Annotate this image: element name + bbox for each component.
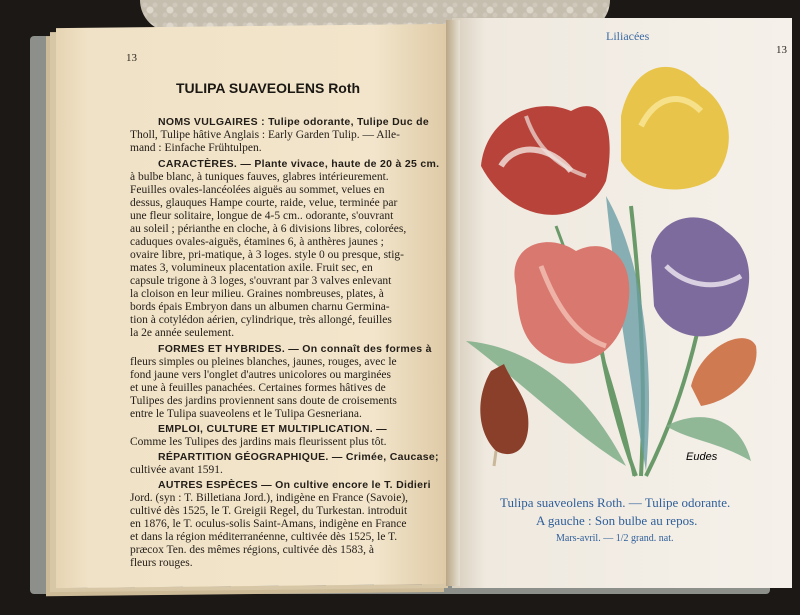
body-line: Feuilles ovales-lancéolées aiguës au sommet, velues en bbox=[130, 184, 385, 196]
tulip-yellow bbox=[621, 67, 729, 190]
body-line: caduques ovales-aiguës, étamines 6, à anthères jaunes ; bbox=[130, 236, 384, 248]
tulip-illustration bbox=[456, 56, 786, 486]
body-line: en 1876, le T. oculus-solis Saint-Amans, indigène en France bbox=[130, 518, 407, 530]
body-line: mand : Einfache Frühtulpen. bbox=[130, 142, 262, 154]
body-line: fleurs simples ou pleines blanches, jaunes, rouges, avec le bbox=[130, 356, 397, 368]
body-line: fond jaune vers l'onglet d'autres unicolores ou marginées bbox=[130, 369, 392, 381]
left-page-number: 13 bbox=[126, 52, 137, 64]
tulip-red-white bbox=[481, 106, 610, 215]
caption-line-1: Tulipa suaveolens Roth. — Tulipe odorante. bbox=[500, 495, 731, 510]
caption-line-3: Mars-avril. — 1/2 grand. nat. bbox=[556, 533, 674, 544]
caption-line-2: A gauche : Son bulbe au repos. bbox=[536, 513, 698, 528]
body-line: EMPLOI, CULTURE ET MULTIPLICATION. — bbox=[158, 423, 387, 435]
body-line: et une à feuilles panachées. Certaines formes hâtives de bbox=[130, 382, 386, 394]
body-line: à bulbe blanc, à tuniques fauves, glabres intérieurement. bbox=[130, 171, 389, 183]
right-page-number: 13 bbox=[776, 44, 787, 56]
body-line: præcox Ten. des mêmes régions, cultivée dès 1583, à bbox=[130, 544, 374, 556]
body-line: Jord. (syn : T. Billetiana Jord.), indigène en France (Savoie), bbox=[130, 492, 409, 504]
body-line: la cloison en leur milieu. Graines nombreuses, plates, à bbox=[130, 288, 384, 300]
bulb-roots bbox=[494, 451, 496, 466]
body-line: CARACTÈRES. — Plante vivace, haute de 20 à 25 cm. bbox=[158, 158, 440, 170]
artist-signature: Eudes bbox=[686, 451, 718, 463]
tulip-purple bbox=[651, 217, 749, 336]
family-header: Liliacées bbox=[606, 29, 650, 43]
body-line: la 2e année seulement. bbox=[130, 327, 235, 339]
body-line: FORMES ET HYBRIDES. — On connaît des formes à bbox=[158, 343, 432, 355]
body-line: tion à cotylédon aérien, cylindrique, très allongé, feuilles bbox=[130, 314, 392, 326]
tulip-bud bbox=[691, 338, 757, 406]
body-line: NOMS VULGAIRES : Tulipe odorante, Tulipe Duc de bbox=[158, 116, 429, 128]
body-line: dessus, glauques Hampe courte, raide, velue, terminée par bbox=[130, 197, 398, 209]
body-line: cultivée avant 1591. bbox=[130, 464, 223, 476]
body-line: Comme les Tulipes des jardins mais fleurissent plus tôt. bbox=[130, 436, 387, 448]
body-line: capsule trigone à 3 loges, s'ouvrant par 3 valves enlevant bbox=[130, 275, 392, 287]
body-line: fleurs rouges. bbox=[130, 557, 193, 569]
body-line: bords épais Embryon dans un albumen charnu Germina- bbox=[130, 301, 390, 313]
body-line: AUTRES ESPÈCES — On cultive encore le T. Didieri bbox=[158, 479, 431, 491]
body-line: et dans la région méditerranéenne, cultivée dès 1525, le T. bbox=[130, 531, 398, 543]
body-line: Tholl, Tulipe hâtive Anglais : Early Garden Tulip. — Alle- bbox=[130, 129, 400, 141]
body-line: ovaire libre, pri-matique, à 3 loges. style 0 ou presque, stig- bbox=[130, 249, 405, 261]
body-line: Tulipes des jardins proviennent sans doute de croisements bbox=[130, 395, 397, 407]
tulip-pink bbox=[514, 242, 629, 363]
body-line: au soleil ; périanthe en cloche, à 6 divisions libres, colorées, bbox=[130, 223, 407, 235]
body-line: entre le Tulipa suaveolens et le Tulipa Gesneriana. bbox=[130, 408, 362, 420]
body-line: cultivé dès 1525, le T. Greigii Regel, du Turkestan. introduit bbox=[130, 505, 408, 517]
body-line: mates 3, volumineux placentation axile. Fruit sec, en bbox=[130, 262, 373, 274]
body-line: RÉPARTITION GÉOGRAPHIQUE. — Crimée, Caucase; bbox=[158, 451, 439, 463]
body-line: une fleur solitaire, longue de 4-5 cm.. odorante, s'ouvrant bbox=[130, 210, 394, 222]
species-title: TULIPA SUAVEOLENS Roth bbox=[176, 80, 361, 96]
